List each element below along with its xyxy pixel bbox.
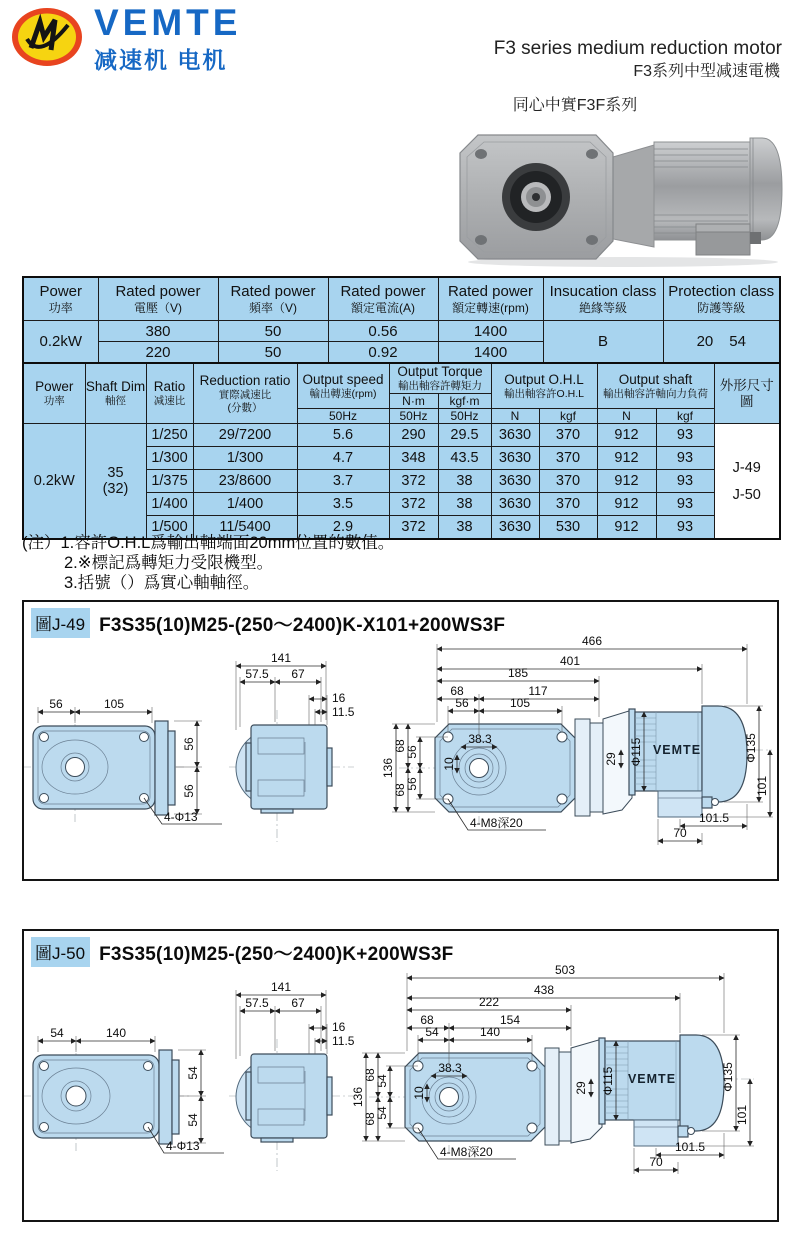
unit-header: N bbox=[597, 409, 656, 424]
technical-drawing-j50 bbox=[24, 931, 777, 1216]
unit-header: kgf·m bbox=[438, 394, 491, 409]
cell: 1/300 bbox=[193, 447, 297, 470]
col-header: Output shaft 輸出軸容許軸向力負荷 bbox=[597, 363, 714, 409]
figure-tag: 圖J-50 bbox=[31, 937, 90, 967]
dim-label: 503 bbox=[554, 963, 576, 977]
cell: 1/375 bbox=[146, 470, 193, 493]
col-header: Rated power 額定電流(A) bbox=[328, 277, 438, 321]
cell: 1400 bbox=[438, 342, 543, 364]
dim-label: 401 bbox=[559, 654, 581, 668]
drawing-panel-j50 bbox=[22, 929, 779, 1222]
cell: 348 bbox=[389, 447, 438, 470]
unit-header: N·m bbox=[389, 394, 438, 409]
dim-label: 222 bbox=[478, 995, 500, 1009]
note-line: 3.括號（）爲實心軸軸徑。 bbox=[64, 574, 260, 592]
front-view bbox=[24, 697, 222, 824]
dim-label: Φ115 bbox=[601, 1066, 615, 1096]
cell: 220 bbox=[98, 342, 218, 364]
unit-header: N bbox=[491, 409, 539, 424]
freq-header: 50Hz bbox=[438, 409, 491, 424]
dim-label: 4-M8深20 bbox=[440, 1145, 493, 1159]
dim-label: 4-Φ13 bbox=[166, 1139, 200, 1153]
side-profile-view bbox=[229, 651, 355, 842]
page-title-en: F3 series medium reduction motor bbox=[493, 38, 782, 59]
dim-label: 56 bbox=[49, 697, 63, 711]
power-value: 0.2kW bbox=[23, 424, 85, 540]
cell: 912 bbox=[597, 447, 656, 470]
model-number: F3S35(10)M25-(250～2400)K+200WS3F bbox=[99, 943, 454, 965]
protection-class: 20 54 bbox=[663, 321, 780, 364]
dim-label: 4-Φ13 bbox=[164, 810, 198, 824]
cell: 1/300 bbox=[146, 447, 193, 470]
dim-label: 141 bbox=[270, 651, 292, 665]
table-row bbox=[23, 321, 780, 342]
dim-label: 140 bbox=[479, 1025, 501, 1039]
cell: 380 bbox=[98, 321, 218, 342]
cell: 3630 bbox=[491, 493, 539, 516]
dim-label: 10 bbox=[442, 757, 456, 771]
col-header: Shaft Dim 軸徑 bbox=[85, 363, 146, 424]
page-title-zh: F3系列中型减速電機 bbox=[633, 63, 780, 80]
cell: 372 bbox=[389, 493, 438, 516]
table-header-row bbox=[23, 363, 780, 394]
col-header: Power 功率 bbox=[23, 363, 85, 424]
cell: 93 bbox=[656, 424, 714, 447]
cell: 912 bbox=[597, 516, 656, 540]
table-header-row bbox=[23, 277, 780, 321]
insulation-class: B bbox=[543, 321, 663, 364]
dim-label: Φ115 bbox=[629, 737, 643, 767]
cell: 1/400 bbox=[146, 493, 193, 516]
dim-label: 466 bbox=[581, 634, 603, 648]
dim-label: 68 bbox=[393, 783, 407, 797]
brand-subtitle: 减速机 电机 bbox=[94, 47, 228, 73]
dim-label: 54 bbox=[186, 1113, 200, 1127]
unit-header: kgf bbox=[656, 409, 714, 424]
cell: 2.9 bbox=[297, 516, 389, 540]
drawing-panel-j49 bbox=[22, 600, 779, 881]
panel-title bbox=[31, 937, 453, 967]
panel-title bbox=[31, 608, 505, 638]
dim-label: 54 bbox=[375, 1074, 389, 1088]
dim-label: 154 bbox=[499, 1013, 521, 1027]
table-row bbox=[23, 424, 780, 447]
technical-drawing-j49 bbox=[24, 602, 777, 878]
cell: 0.56 bbox=[328, 321, 438, 342]
col-header: Output Torque 輸出軸容許轉矩力 bbox=[389, 363, 491, 394]
dim-label: 56 bbox=[405, 777, 419, 791]
power-rating-table bbox=[22, 276, 781, 364]
col-header: Power 功率 bbox=[23, 277, 98, 321]
col-header: Rated power 額定轉速(rpm) bbox=[438, 277, 543, 321]
dim-label: 56 bbox=[182, 737, 196, 751]
dim-label: 68 bbox=[393, 739, 407, 753]
dim-label: 101.5 bbox=[674, 1140, 706, 1154]
cell: 93 bbox=[656, 516, 714, 540]
note-line: (注）1.容許O.H.L爲輸出軸端面20mm位置的數值。 bbox=[22, 534, 395, 552]
cell: 3630 bbox=[491, 516, 539, 540]
cell: 3630 bbox=[491, 424, 539, 447]
dim-label: 56 bbox=[405, 745, 419, 759]
dim-label: 29 bbox=[574, 1081, 588, 1095]
cell: 1/500 bbox=[146, 516, 193, 540]
cell: 50 bbox=[218, 342, 328, 364]
cell: 3630 bbox=[491, 470, 539, 493]
cell: 43.5 bbox=[438, 447, 491, 470]
dim-label: 105 bbox=[103, 697, 125, 711]
cell: 3.7 bbox=[297, 470, 389, 493]
cell: 1/250 bbox=[146, 424, 193, 447]
dim-label: 54 bbox=[375, 1106, 389, 1120]
dim-label: 101.5 bbox=[698, 811, 730, 825]
cell: 370 bbox=[539, 493, 597, 516]
cell: 370 bbox=[539, 447, 597, 470]
cell: 912 bbox=[597, 424, 656, 447]
col-header: Output speed 輸出轉速(rpm) bbox=[297, 363, 389, 409]
col-header: Rated power 電壓（V) bbox=[98, 277, 218, 321]
cell: 372 bbox=[389, 470, 438, 493]
motor-brand-label: VEMTE bbox=[652, 743, 702, 757]
cell: 4.7 bbox=[297, 447, 389, 470]
cell: 5.6 bbox=[297, 424, 389, 447]
cell: 370 bbox=[539, 470, 597, 493]
cell: 290 bbox=[389, 424, 438, 447]
note-line: 2.※標記爲轉矩力受限機型。 bbox=[64, 554, 274, 572]
cell: 93 bbox=[656, 493, 714, 516]
dim-label: 136 bbox=[351, 1086, 365, 1108]
series-subtitle: 同心中實F3F系列 bbox=[512, 97, 638, 114]
dim-label: 10 bbox=[412, 1086, 426, 1100]
cell: 912 bbox=[597, 493, 656, 516]
col-header: Rated power 頻率（V) bbox=[218, 277, 328, 321]
cell: 11/5400 bbox=[193, 516, 297, 540]
cell: 912 bbox=[597, 470, 656, 493]
dim-label: 68 bbox=[363, 1112, 377, 1126]
dim-label: 67 bbox=[291, 996, 305, 1010]
col-header: Ratio 减速比 bbox=[146, 363, 193, 424]
dim-label: 56 bbox=[182, 784, 196, 798]
cell: 93 bbox=[656, 470, 714, 493]
cell: 23/8600 bbox=[193, 470, 297, 493]
dim-label: 29 bbox=[604, 752, 618, 766]
col-header: Protection class 防護等級 bbox=[663, 277, 780, 321]
dim-label: 185 bbox=[507, 666, 529, 680]
col-header: Output O.H.L 輸出軸容許O.H.L bbox=[491, 363, 597, 409]
dim-label: 101 bbox=[735, 1104, 749, 1126]
col-header: Reduction ratio 實際减速比 (分數） bbox=[193, 363, 297, 424]
product-photo bbox=[448, 127, 784, 274]
dim-label: 38.3 bbox=[438, 1061, 462, 1075]
dim-label: 105 bbox=[509, 696, 531, 710]
dim-label: 68 bbox=[363, 1068, 377, 1082]
unit-header: kgf bbox=[539, 409, 597, 424]
power-value: 0.2kW bbox=[23, 321, 98, 364]
dim-label: 140 bbox=[105, 1026, 127, 1040]
dim-label: 438 bbox=[533, 983, 555, 997]
model-number: F3S35(10)M25-(250～2400)K-X101+200WS3F bbox=[99, 614, 506, 636]
assembly-view bbox=[381, 634, 773, 845]
motor-brand-label: VEMTE bbox=[627, 1072, 677, 1086]
dim-label: 57.5 bbox=[245, 996, 269, 1010]
dim-label: 54 bbox=[50, 1026, 64, 1040]
cell: 38 bbox=[438, 493, 491, 516]
dim-label: 67 bbox=[291, 667, 305, 681]
cell: 0.92 bbox=[328, 342, 438, 364]
dim-label: 117 bbox=[528, 684, 548, 698]
dim-label: Φ135 bbox=[744, 733, 758, 763]
brand-logo bbox=[10, 2, 242, 75]
cell: 1/400 bbox=[193, 493, 297, 516]
figure-tag: 圖J-49 bbox=[31, 608, 90, 638]
dim-label: 68 bbox=[450, 684, 464, 698]
ratio-spec-table bbox=[22, 362, 781, 540]
freq-header: 50Hz bbox=[389, 409, 438, 424]
cell: 38 bbox=[438, 470, 491, 493]
dim-label: Φ135 bbox=[721, 1062, 735, 1092]
cell: 3630 bbox=[491, 447, 539, 470]
assembly-view bbox=[351, 963, 754, 1174]
cell: 93 bbox=[656, 447, 714, 470]
cell: 370 bbox=[539, 424, 597, 447]
brand-logo-icon bbox=[10, 6, 86, 70]
dim-label: 54 bbox=[425, 1025, 439, 1039]
dim-label: 54 bbox=[186, 1066, 200, 1080]
cell: 29.5 bbox=[438, 424, 491, 447]
freq-header: 50Hz bbox=[297, 409, 389, 424]
dim-label: 16 bbox=[332, 691, 346, 705]
cell: 372 bbox=[389, 516, 438, 540]
dim-label: 68 bbox=[420, 1013, 434, 1027]
dim-label: 101 bbox=[755, 775, 769, 797]
dim-label: 57.5 bbox=[245, 667, 269, 681]
shaft-dim-value: 35 (32) bbox=[85, 424, 146, 540]
dim-label: 141 bbox=[270, 980, 292, 994]
dim-label: 16 bbox=[332, 1020, 346, 1034]
fig-ref-cell: J-49 J-50 bbox=[714, 424, 780, 540]
brand-name: VEMTE bbox=[94, 2, 242, 43]
footnotes bbox=[22, 533, 394, 593]
cell: 38 bbox=[438, 516, 491, 540]
dim-label: 70 bbox=[649, 1155, 663, 1169]
cell: 1400 bbox=[438, 321, 543, 342]
dim-label: 38.3 bbox=[468, 732, 492, 746]
dim-label: 11.5 bbox=[332, 705, 355, 719]
col-header: Insucation class 絶緣等級 bbox=[543, 277, 663, 321]
cell: 530 bbox=[539, 516, 597, 540]
cell: 50 bbox=[218, 321, 328, 342]
cell: 29/7200 bbox=[193, 424, 297, 447]
front-view bbox=[24, 1026, 224, 1153]
side-profile-view bbox=[229, 980, 355, 1171]
dim-label: 70 bbox=[673, 826, 687, 840]
brand-text bbox=[94, 2, 242, 75]
cell: 3.5 bbox=[297, 493, 389, 516]
dim-label: 136 bbox=[381, 757, 395, 779]
dim-label: 11.5 bbox=[332, 1034, 355, 1048]
dim-label: 4-M8深20 bbox=[470, 816, 523, 830]
col-header: 外形尺寸圖 bbox=[714, 363, 780, 424]
dim-label: 56 bbox=[455, 696, 469, 710]
